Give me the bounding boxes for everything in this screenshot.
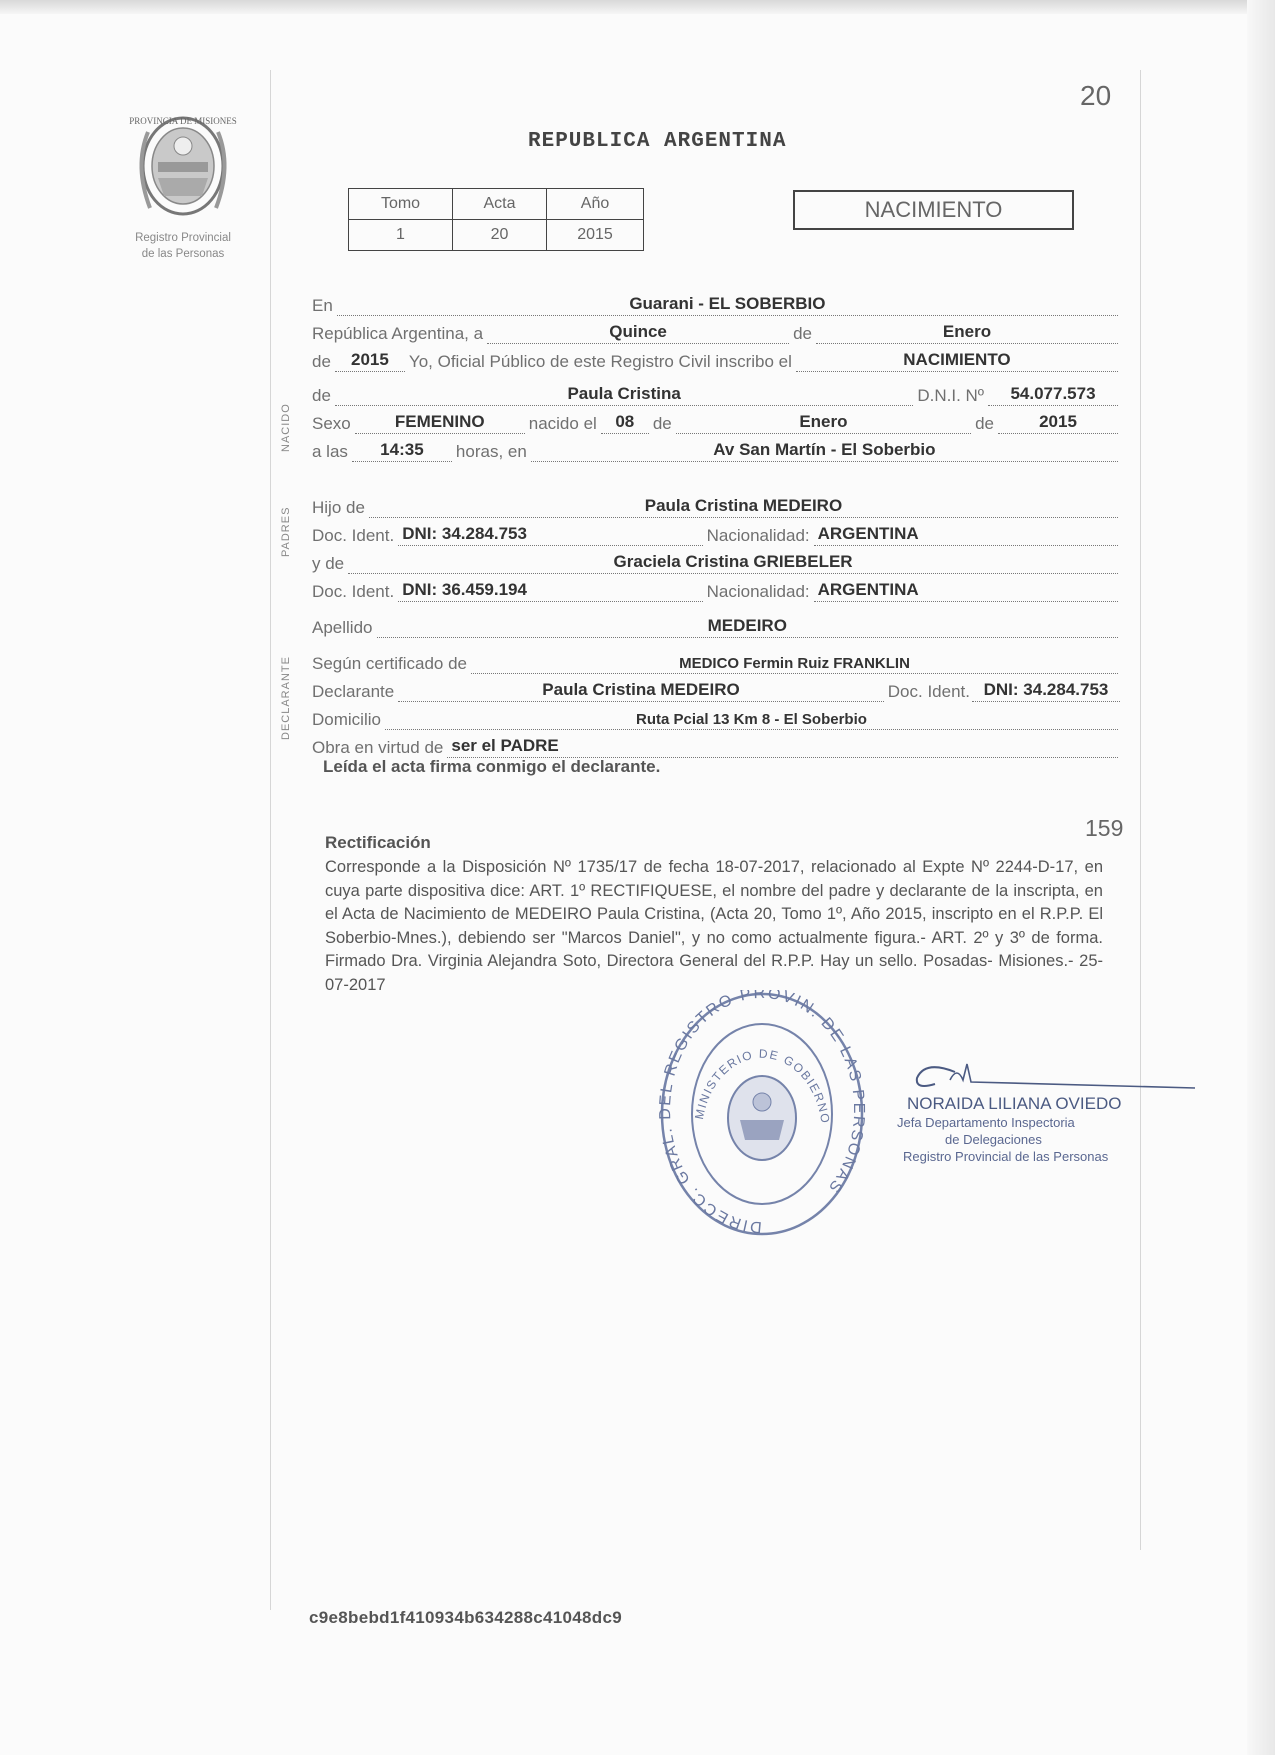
label-obra: Obra en virtud de: [312, 738, 444, 757]
label-de-nombre: de: [312, 386, 331, 405]
handwritten-signature-icon: [895, 1060, 1225, 1094]
row-doc2: [312, 580, 1122, 602]
value-mes: Enero: [942, 322, 992, 341]
label-y-de: y de: [312, 554, 345, 573]
svg-text:MINISTERIO DE GOBIERNO: MINISTERIO DE GOBIERNO: [692, 1046, 833, 1126]
registry-table: [348, 188, 644, 251]
value-mes-nac: Enero: [799, 412, 848, 431]
value-doc1: DNI: 34.284.753: [402, 524, 527, 543]
value-tomo: 1: [349, 220, 453, 251]
row-acto: [312, 350, 1122, 372]
label-doc-ident-1: Doc. Ident.: [312, 526, 395, 545]
label-horas-en: horas, en: [455, 442, 527, 461]
rectificacion-title: Rectificación: [325, 833, 431, 852]
row-hora: [312, 440, 1122, 462]
signature-line2: de Delegaciones: [945, 1132, 1042, 1147]
row-declarante: [312, 680, 1122, 702]
label-de-mes: de: [793, 324, 812, 343]
row-sexo: [312, 412, 1122, 434]
label-domicilio: Domicilio: [312, 710, 381, 729]
value-acta: 20: [453, 220, 547, 251]
value-nac1: ARGENTINA: [817, 524, 919, 543]
label-declarante: Declarante: [312, 682, 395, 701]
page-number: 20: [1080, 80, 1112, 111]
label-yo: Yo, Oficial Público de este Registro Civil inscribo el: [408, 352, 792, 371]
header-anio: Año: [547, 189, 644, 220]
label-nacido-el: nacido el: [528, 414, 597, 433]
label-en: En: [312, 296, 333, 315]
registry-stamp-icon: [655, 990, 870, 1245]
label-republica: República Argentina, a: [312, 324, 484, 343]
label-dni: D.N.I. Nº: [917, 386, 984, 405]
right-margin-line: [1140, 70, 1141, 1550]
value-anio: 2015: [547, 220, 644, 251]
value-doc2: DNI: 36.459.194: [402, 580, 527, 599]
row-fecha: [312, 322, 1122, 344]
value-nombre: Paula Cristina: [567, 384, 681, 403]
value-dia-nac: 08: [615, 412, 635, 431]
firma-text: Leída el acta firma conmigo el declarante.: [323, 757, 661, 776]
label-apellido: Apellido: [312, 618, 373, 637]
row-hijo-de: [312, 496, 1122, 518]
document-hash: c9e8bebd1f410934b634288c41048dc9: [309, 1608, 623, 1627]
value-nac2: ARGENTINA: [817, 580, 919, 599]
rectificacion-count: 159: [1085, 815, 1124, 841]
registry-logo: [118, 112, 248, 261]
svg-text:DIRECC. GRAL. DEL REGISTRO PRO: DIRECC. GRAL. DEL REGISTRO PROVIN. DE LAS PERSONAS: [656, 990, 868, 1236]
value-dni: 54.077.573: [1010, 384, 1096, 403]
side-label-nacido: NACIDO: [280, 403, 292, 452]
label-doc-ident-2: Doc. Ident.: [312, 582, 395, 601]
side-label-padres: PADRES: [280, 506, 292, 557]
value-lugar: Guarani - EL SOBERBIO: [629, 294, 826, 313]
value-declarante: Paula Cristina MEDEIRO: [542, 680, 740, 699]
label-de: de: [312, 352, 331, 371]
value-acto: NACIMIENTO: [903, 350, 1011, 369]
header-tomo: Tomo: [349, 189, 453, 220]
page-edge-top: [0, 0, 1275, 14]
row-nombre: [312, 384, 1122, 406]
signature-name: NORAIDA LILIANA OVIEDO: [907, 1094, 1122, 1113]
side-label-declarante: DECLARANTE: [280, 656, 292, 740]
label-a-las: a las: [312, 442, 348, 461]
value-lugar-nac: Av San Martín - El Soberbio: [713, 440, 936, 459]
svg-text:PROVINCIA DE MISIONES: PROVINCIA DE MISIONES: [129, 116, 237, 126]
value-anio-nac: 2015: [1039, 412, 1077, 431]
record-type-box: NACIMIENTO: [793, 190, 1074, 230]
page-edge-right: [1247, 0, 1275, 1755]
value-sexo: FEMENINO: [394, 412, 485, 431]
value-anio: 2015: [351, 350, 389, 369]
value-hora: 14:35: [380, 440, 424, 459]
official-stamp: [655, 990, 870, 1250]
label-hijo-de: Hijo de: [312, 498, 365, 517]
province-seal-icon: [124, 112, 242, 224]
value-progenitor2: Graciela Cristina GRIEBELER: [613, 552, 853, 571]
row-y-de: [312, 552, 1122, 574]
logo-caption-line2: de las Personas: [141, 248, 225, 260]
row-lugar: [312, 294, 1122, 316]
label-nacionalidad-2: Nacionalidad:: [706, 582, 810, 601]
value-dia-letras: Quince: [609, 322, 667, 341]
signature-line3: Registro Provincial de las Personas: [903, 1149, 1109, 1164]
row-apellido: [312, 616, 1122, 638]
value-domicilio: Ruta Pcial 13 Km 8 - El Soberbio: [636, 711, 867, 728]
label-doc-ident-declarante: Doc. Ident.: [887, 682, 970, 701]
signature-block: [895, 1060, 1225, 1165]
label-sexo: Sexo: [312, 414, 351, 433]
value-certificado: MEDICO Fermin Ruiz FRANKLIN: [679, 655, 910, 672]
row-domicilio: [312, 708, 1122, 730]
rectificacion-body: Corresponde a la Disposición Nº 1735/17 de fecha 18-07-2017, relacionado al Expte Nº 2244-D-17, en cuya parte dispositiva dice: ART. 1º RECTIFIQUESE, el nombre del padre y declarante de la inscripta, en el Acta de Nacimiento de MEDEIRO Paula Cristina, (Acta 20, Tomo 1º, Año 2015, inscripto en el R.P.P. El Soberbio-Mnes.), debiendo ser "Marcos Daniel", y no como actualmente figura.- ART. 2º y 3º de forma. Firmado Dra. Virginia Alejandra Soto, Directora General del R.P.P. Hay un sello. Posadas- Misiones.- 25-07-2017: [325, 858, 1103, 994]
value-doc-declarante: DNI: 34.284.753: [983, 680, 1109, 699]
label-de-dia: de: [652, 414, 672, 433]
logo-caption-line1: Registro Provincial: [135, 232, 231, 244]
signature-line1: Jefa Departamento Inspectoria: [897, 1115, 1075, 1130]
label-nacionalidad-1: Nacionalidad:: [706, 526, 810, 545]
country-title: REPUBLICA ARGENTINA: [528, 130, 787, 153]
left-margin-line: [270, 70, 271, 1610]
value-apellido: MEDEIRO: [707, 616, 787, 635]
value-progenitor1: Paula Cristina MEDEIRO: [644, 496, 843, 515]
row-certificado: [312, 652, 1122, 674]
header-acta: Acta: [453, 189, 547, 220]
row-obra: [312, 736, 1122, 758]
value-obra: ser el PADRE: [451, 736, 559, 755]
label-de-anio: de: [975, 414, 994, 433]
row-doc1: [312, 524, 1122, 546]
label-segun: Según certificado de: [312, 654, 467, 673]
